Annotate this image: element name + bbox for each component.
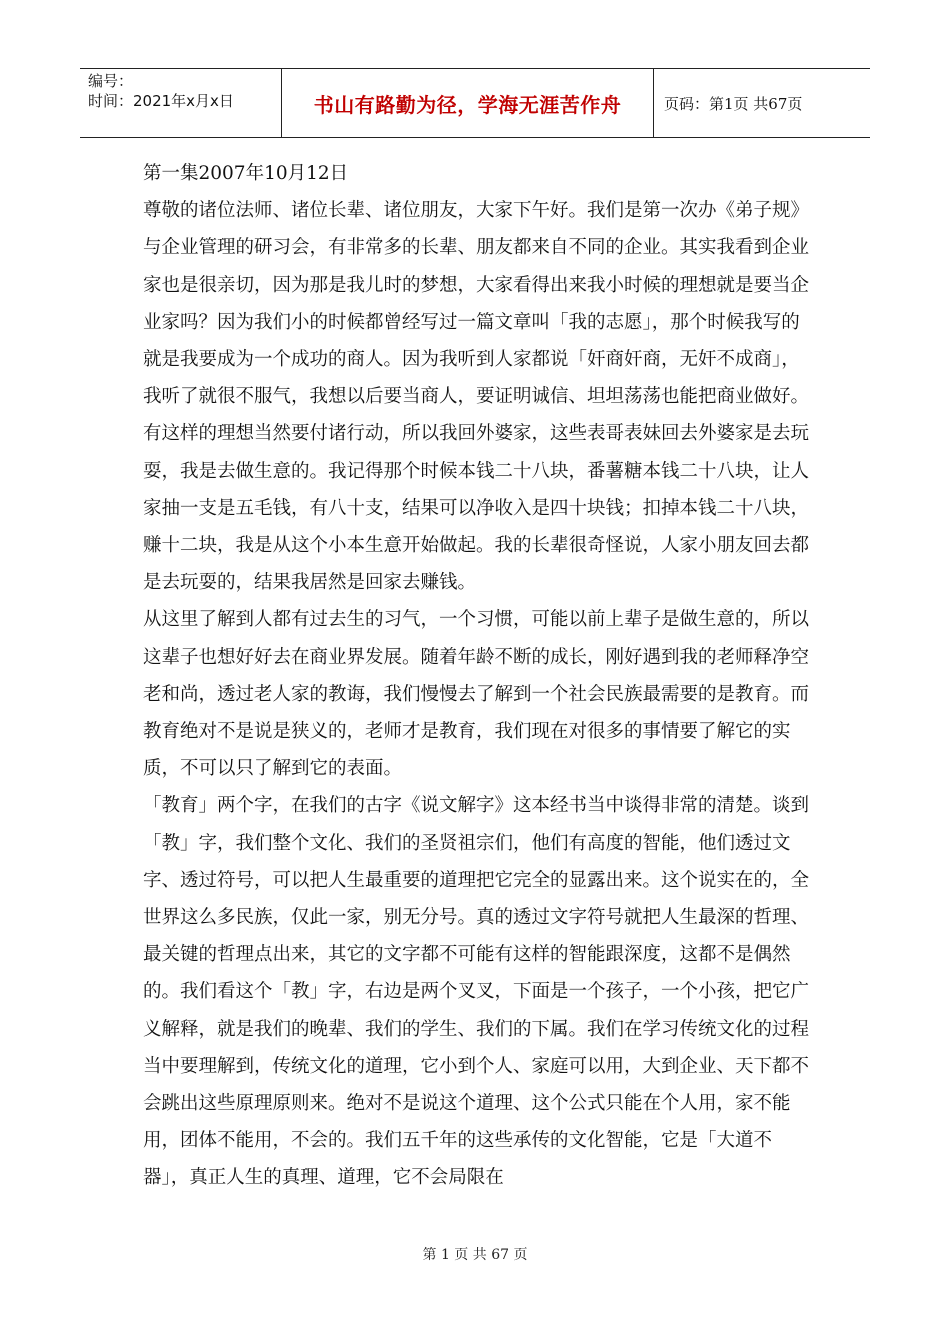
paragraph: 从这里了解到人都有过去生的习气，一个习惯，可能以前上辈子是做生意的，所以这辈子也想好好去在商业界发展。随着年龄不断的成长，刚好遇到我的老师释净空老和尚，透过老人家的教诲，我们慢慢去了解到一个社会民族最需要的是教育。而教育绝对不是说是狭义的，老师才是教育，我们现在对很多的事情要了解它的实质，不可以只了解到它的表面。 (143, 609, 810, 780)
header-page-info: 页码：第1页 共67页 (664, 94, 803, 113)
header-motto-cell (282, 69, 654, 137)
header-page-cell (654, 69, 870, 137)
header-number-label: 编号： (88, 72, 134, 90)
page-footer (0, 1244, 950, 1264)
header-motto: 书山有路勤为径，学海无涯苦作舟 (313, 92, 622, 117)
footer-page-number: 第 1 页 共 67 页 (422, 1247, 528, 1263)
paragraph: 尊敬的诸位法师、诸位长辈、诸位朋友，大家下午好。我们是第一次办《弟子规》与企业管理的研习会，有非常多的长辈、朋友都来自不同的企业。其实我看到企业家也是很亲切，因为那是我儿时的梦想，大家看得出来我小时候的理想就是要当企业家吗？因为我们小的时候都曾经写过一篇文章叫「我的志愿」，那个时候我写的就是我要成为一个成功的商人。因为我听到人家都说「奸商奸商，无奸不成商」，我听了就很不服气，我想以后要当商人，要证明诚信、坦坦荡荡也能把商业做好。有这样的理想当然要付诸行动，所以我回外婆家，这些表哥表妹回去外婆家是去玩耍，我是去做生意的。我记得那个时候本钱二十八块，番薯糖本钱二十八块，让人家抽一支是五毛钱，有八十支，结果可以净收入是四十块钱；扣掉本钱二十八块，赚十二块，我是从这个小本生意开始做起。我的长辈很奇怪说，人家小朋友回去都是去玩耍的，结果我居然是回家去赚钱。 (143, 200, 810, 594)
header-date-label: 时间：2021年x月x日 (88, 92, 234, 110)
document-heading: 第一集2007年10月12日 (143, 163, 349, 184)
document-body (143, 155, 811, 1197)
paragraph: 「教育」两个字，在我们的古字《说文解字》这本经书当中谈得非常的清楚。谈到「教」字，我们整个文化、我们的圣贤祖宗们，他们有高度的智能，他们透过文字、透过符号，可以把人生最重要的道理把它完全的显露出来。这个说实在的，全世界这么多民族，仅此一家，别无分号。真的透过文字符号就把人生最深的哲理、最关键的哲理点出来，其它的文字都不可能有这样的智能跟深度，这都不是偶然的。我们看这个「教」字，右边是两个叉叉，下面是一个孩子，一个小孩，把它广义解释，就是我们的晚辈、我们的学生、我们的下属。我们在学习传统文化的过程当中要理解到，传统文化的道理，它小到个人、家庭可以用，大到企业、天下都不会跳出这些原理原则来。绝对不是说这个道理、这个公式只能在个人用，家不能用，团体不能用，不会的。我们五千年的这些承传的文化智能，它是「大道不器」，真正人生的真理、道理，它不会局限在 (143, 795, 810, 1189)
document-header (80, 68, 870, 138)
header-meta-cell (80, 69, 282, 137)
